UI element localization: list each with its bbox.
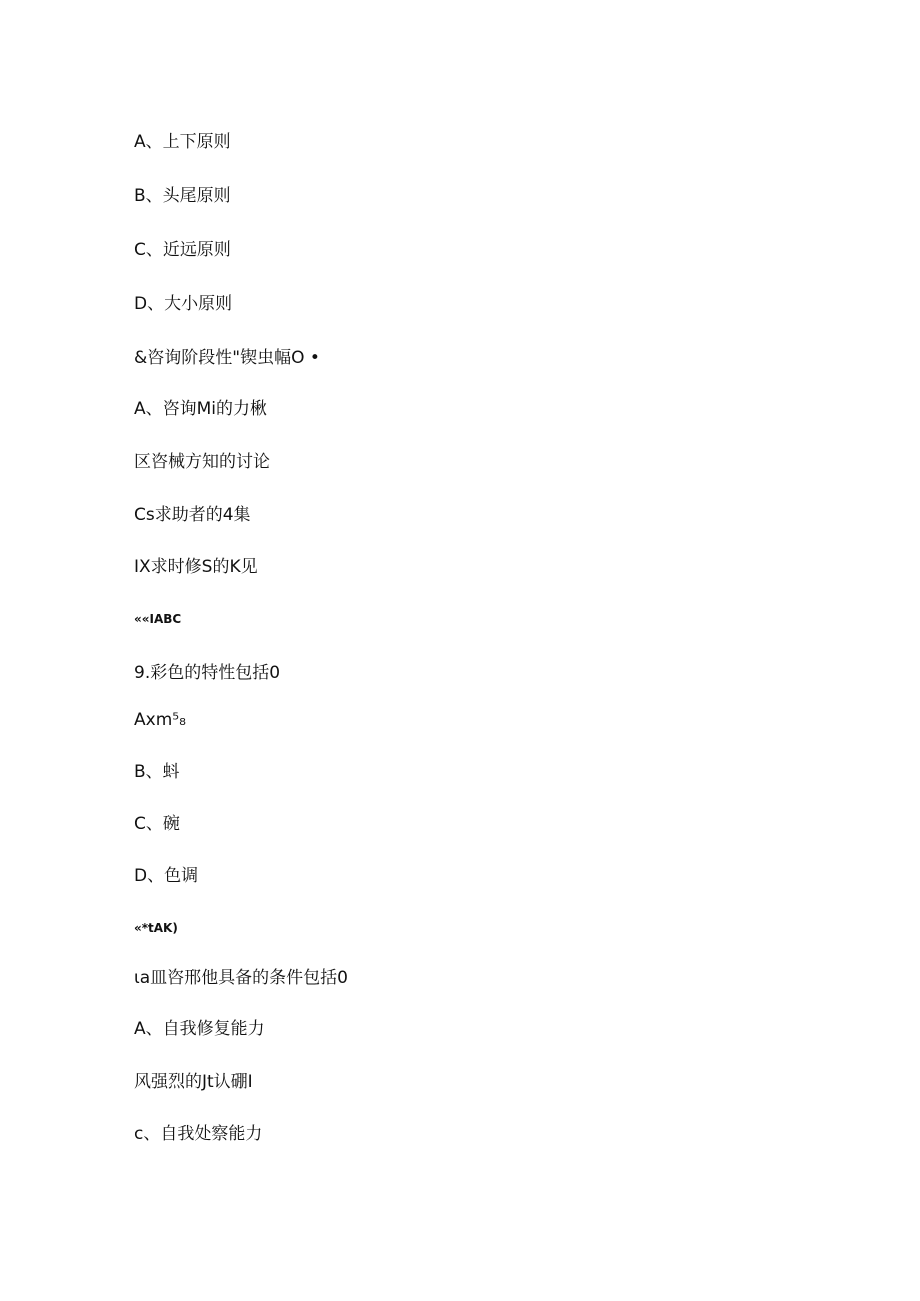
q10-option-c-line: c、自我处察能力 (134, 1124, 263, 1144)
q8-option-a-line: A、咨询Mi的力楸 (134, 399, 268, 419)
q9-option-c-line: C、碗 (134, 814, 180, 834)
q8-option-c-line: Cs求助者的4集 (134, 505, 251, 525)
question-8-line: &咨询阶段性"锲虫幅O • (134, 348, 320, 368)
q9-option-d-line: D、色调 (134, 866, 199, 886)
q10-option-a-line: A、自我修复能力 (134, 1019, 265, 1039)
q8-option-b-line: 区咨械方知的讨论 (134, 452, 270, 472)
q9-option-b-line: B、蚪 (134, 762, 180, 782)
option-d-line: D、大小原则 (134, 294, 233, 314)
q10-option-b-line: 风强烈的Jt认硼I (134, 1072, 253, 1092)
question-9-line: 9.彩色的特性包括0 (134, 663, 281, 683)
option-a-line: A、上下原则 (134, 132, 231, 152)
q9-option-a-line: Axm⁵₈ (134, 710, 186, 730)
answer-9-line: «*tAK) (134, 921, 178, 935)
answer-8-line: ««IABC (134, 612, 182, 626)
option-b-line: B、头尾原则 (134, 186, 231, 206)
question-10-line: ιa皿咨邢他具备的条件包括0 (134, 968, 348, 988)
q8-option-d-line: IX求时修S的K见 (134, 557, 258, 577)
option-c-line: C、近远原则 (134, 240, 231, 260)
